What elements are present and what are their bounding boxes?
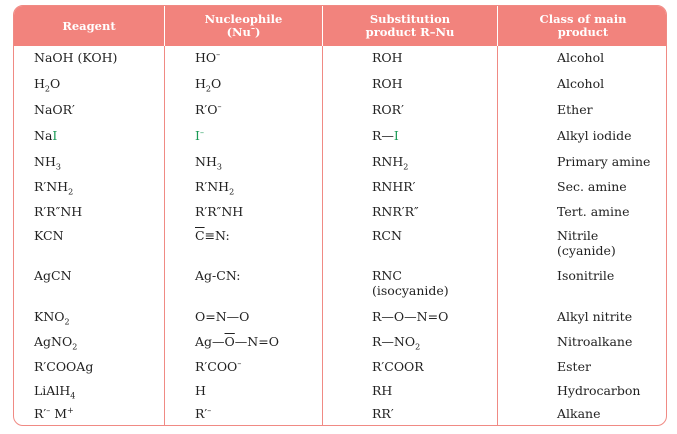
header-nucleophile: Nucleophile (Nu–) [204,12,283,39]
nucleophile-cell: R′R″NH [195,204,244,219]
nucleophile-cell: R′COO– [195,358,242,374]
class-cell: Ether [557,102,593,117]
class-cell: Hydrocarbon [557,383,641,398]
reagent-cell: $NH_3$ [34,154,61,172]
nucleophile-cell: $H_2O$ [195,76,222,94]
product-cell: ROR′ [372,102,404,117]
reagent-cell: $H_2O$ [34,76,61,94]
class-cell: Isonitrile [557,268,615,283]
nucleophile-cell: $R'NH_2$ [195,179,235,197]
product-cell: RNC (isocyanide) [372,268,449,298]
nucleophile-cell: $NH_3$ [195,154,222,172]
class-cell: Alcohol [557,50,605,65]
product-cell: $RNH_2$ [372,154,409,172]
reagent-cell: AgNO$_2$ [34,334,78,352]
header-reagent: Reagent [62,18,116,33]
class-cell: Alkyl iodide [557,128,632,143]
class-cell: Nitrile (cyanide) [557,228,616,258]
product-cell: RCN [372,228,402,243]
product-cell: RNR′R″ [372,204,419,219]
nucleophile-cell: HO– [195,49,221,65]
reagent-cell: NaI [34,128,58,143]
nucleophile-cell: Ag-CN: [195,268,241,283]
reagent-cell: AgCN [34,268,72,283]
class-cell: Ester [557,359,591,374]
class-cell: Alcohol [557,76,605,91]
nucleophile-cell: I– [195,127,204,143]
class-cell: Alkane [557,406,601,421]
column-divider [164,46,165,425]
product-cell: RR′ [372,406,394,421]
table-header [14,6,666,46]
reagent-cell: R′– M+ [34,405,74,421]
nucleophile-cell: $\overline{C}\equiv N$: [195,228,230,243]
class-cell: Primary amine [557,154,651,169]
class-cell: Sec. amine [557,179,627,194]
product-cell: R—O—N=O [372,309,449,324]
header-product: Substitution product R–Nu [365,12,455,39]
product-cell: ROH [372,50,403,65]
column-divider [322,46,323,425]
nucleophile-cell: H [195,383,206,398]
class-cell: Tert. amine [557,204,630,219]
class-cell: Nitroalkane [557,334,633,349]
reagent-cell: LiAlH$_4$ [34,383,76,401]
class-cell: Alkyl nitrite [557,309,633,324]
reagent-cell: KCN [34,228,64,243]
product-cell: R′COOR [372,359,424,374]
reagent-cell: R′R″NH [34,204,83,219]
nucleophile-cell: O=N—O [195,309,250,324]
header-class: Class of main product [539,12,627,39]
nucleophile-cell: R′– [195,405,212,421]
reagent-cell: R′COOAg [34,359,94,374]
reagent-cell: $KNO_2$ [34,309,70,327]
reaction-table [13,5,667,426]
product-cell: ROH [372,76,403,91]
reagent-cell: NaOR′ [34,102,75,117]
product-cell: RNHR′ [372,179,416,194]
reagent-cell: $R'NH_2$ [34,179,74,197]
product-cell: $R—NO_2$ [372,334,421,352]
product-cell: R—I [372,128,399,143]
reagent-cell: NaOH (KOH) [34,50,118,65]
product-cell: RH [372,383,393,398]
nucleophile-cell: R′O– [195,101,222,117]
column-divider [497,46,498,425]
nucleophile-cell: $Ag—\overline{O}—N=O$ [195,334,279,349]
